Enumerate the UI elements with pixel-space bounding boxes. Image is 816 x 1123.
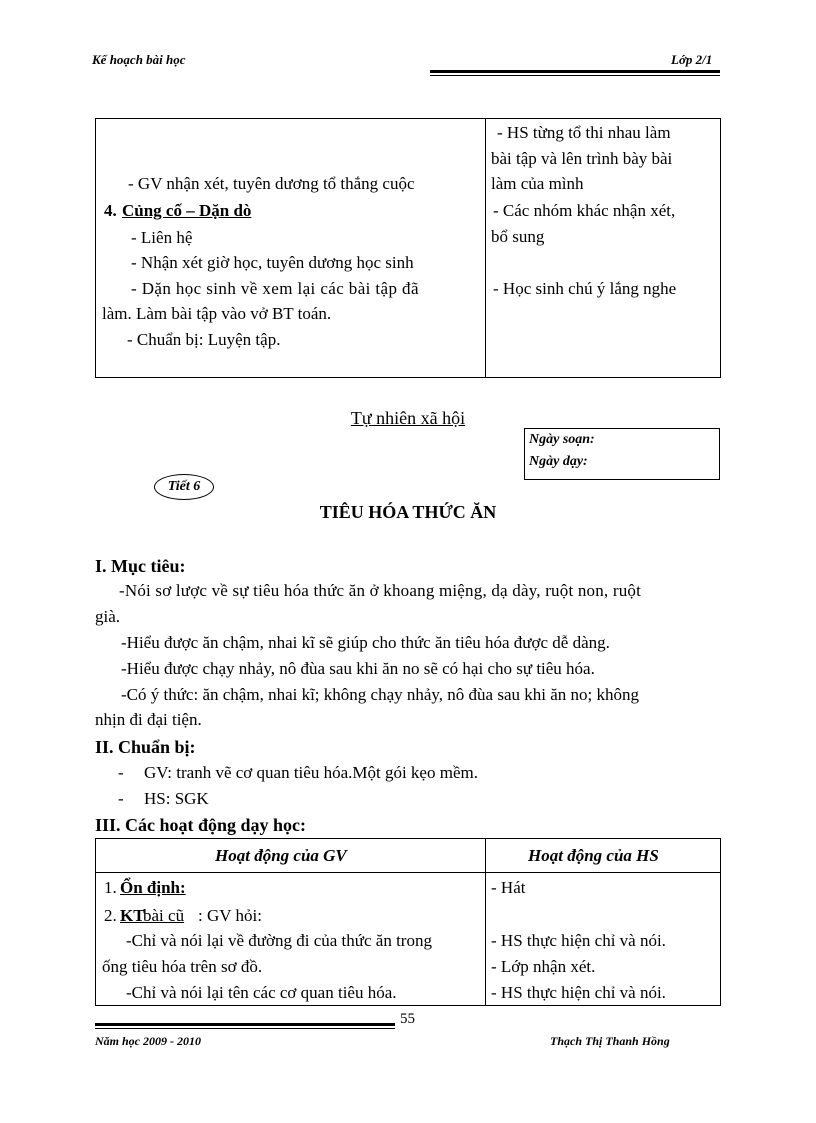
footer-rule-thin bbox=[95, 1028, 395, 1029]
hs-line: - Học sinh chú ý lắng nghe bbox=[493, 279, 677, 298]
hs-line: - HS thực hiện chỉ và nói. bbox=[491, 983, 666, 1002]
gv-line: - Nhận xét giờ học, tuyên dương học sinh bbox=[131, 253, 414, 272]
subject-title: Tự nhiên xã hội bbox=[350, 408, 466, 428]
gv-line: -Chỉ và nói lại về đường đi của thức ăn trong bbox=[126, 931, 432, 950]
hs-line: - Các nhóm khác nhận xét, bbox=[493, 201, 676, 220]
hs-line: làm của mình bbox=[491, 174, 584, 193]
ngay-day-label: Ngày dạy: bbox=[529, 454, 588, 469]
header-right: Lớp 2/1 bbox=[671, 52, 713, 67]
bullet-dash: - bbox=[118, 763, 124, 782]
tiet-badge: Tiết 6 bbox=[154, 474, 214, 500]
objective-line: -Nói sơ lược về sự tiêu hóa thức ăn ở khoang miệng, dạ dày, ruột non, ruột bbox=[119, 581, 642, 600]
date-box bbox=[524, 428, 720, 480]
objective-line: -Hiểu được ăn chậm, nhai kĩ sẽ giúp cho thức ăn tiêu hóa được dễ dàng. bbox=[121, 633, 610, 652]
bullet-dash: - bbox=[118, 789, 124, 808]
gv-line: ống tiêu hóa trên sơ đồ. bbox=[102, 957, 263, 976]
activity-table-divider bbox=[485, 838, 486, 1006]
header-rule bbox=[430, 70, 720, 73]
row-number: 2. bbox=[104, 906, 117, 925]
section-3-heading: III. Các hoạt động dạy học: bbox=[95, 815, 307, 835]
hs-line: bài tập và lên trình bày bài bbox=[491, 149, 673, 168]
objective-line: già. bbox=[95, 607, 121, 626]
objective-line: -Hiểu được chạy nhảy, nô đùa sau khi ăn no sẽ có hại cho sự tiêu hóa. bbox=[121, 659, 595, 678]
hs-line: - Hát bbox=[491, 878, 526, 897]
section-4-number: 4. bbox=[104, 201, 117, 220]
gv-line: - Liên hệ bbox=[131, 228, 193, 247]
gv-line: làm. Làm bài tập vào vở BT toán. bbox=[102, 304, 332, 323]
lesson-title: TIÊU HÓA THỨC ĂN bbox=[319, 502, 497, 522]
row-number: 1. bbox=[104, 878, 117, 897]
bai-cu-label: bài cũ bbox=[143, 906, 185, 925]
objective-line: nhịn đi đại tiện. bbox=[95, 710, 202, 729]
section-1-heading: I. Mục tiêu: bbox=[95, 556, 186, 576]
hs-line: bổ sung bbox=[491, 227, 545, 246]
hs-line: - Lớp nhận xét. bbox=[491, 957, 596, 976]
header-rule-thin bbox=[430, 75, 720, 76]
gv-line: - Dặn học sinh về xem lại các bài tập đã bbox=[131, 279, 419, 298]
table-head-hs: Hoạt động của HS bbox=[528, 846, 659, 865]
objective-line: -Có ý thức: ăn chậm, nhai kĩ; không chạy nhảy, nô đùa sau khi ăn no; không bbox=[121, 685, 640, 704]
header-left: Kế hoạch bài học bbox=[92, 52, 186, 67]
section-4-heading: Củng cố – Dặn dò bbox=[122, 201, 252, 220]
footer-left: Năm học 2009 - 2010 bbox=[95, 1034, 201, 1048]
top-table-divider bbox=[485, 118, 486, 378]
footer-rule bbox=[95, 1023, 395, 1026]
ngay-soan-label: Ngày soạn: bbox=[529, 432, 595, 447]
page-number: 55 bbox=[400, 1011, 415, 1027]
section-2-heading: II. Chuẩn bị: bbox=[95, 737, 196, 757]
table-head-gv: Hoạt động của GV bbox=[215, 846, 347, 865]
gv-line: -Chỉ và nói lại tên các cơ quan tiêu hóa. bbox=[126, 983, 397, 1002]
hs-line: - HS thực hiện chỉ và nói. bbox=[491, 931, 666, 950]
gv-line: - Chuẩn bị: Luyện tập. bbox=[127, 330, 281, 349]
footer-right: Thạch Thị Thanh Hồng bbox=[550, 1034, 670, 1048]
prep-item-gv: GV: tranh vẽ cơ quan tiêu hóa.Một gói kẹo mềm. bbox=[144, 763, 478, 782]
on-dinh-heading: Ổn định: bbox=[120, 878, 186, 897]
activity-table-head-rule bbox=[95, 872, 721, 873]
hs-line: - HS từng tổ thi nhau làm bbox=[497, 123, 671, 142]
kt-label: KT bbox=[120, 906, 145, 925]
gv-line: - GV nhận xét, tuyên dương tổ thắng cuộc bbox=[128, 174, 415, 193]
prep-item-hs: HS: SGK bbox=[144, 789, 209, 808]
gv-hoi-label: : GV hỏi: bbox=[198, 906, 262, 925]
